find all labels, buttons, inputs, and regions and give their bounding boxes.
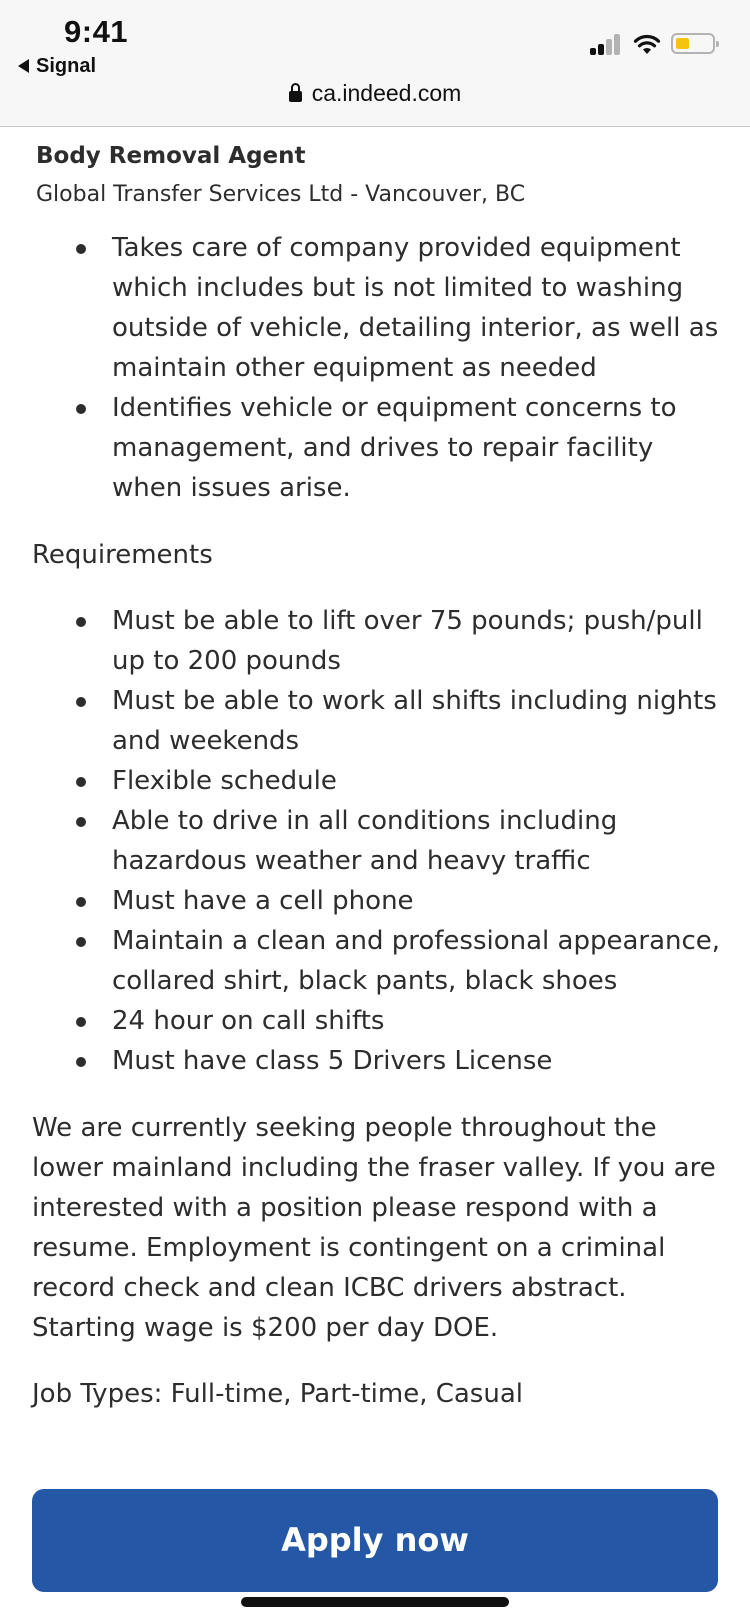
job-title: Body Removal Agent: [36, 143, 306, 169]
list-item: Maintain a clean and professional appearance, collared shirt, black pants, black shoes: [32, 921, 722, 1001]
list-item: Identifies vehicle or equipment concerns to management, and drives to repair facility when issues arise.: [32, 388, 722, 508]
list-item: Flexible schedule: [32, 761, 722, 801]
bullet-icon: [76, 1017, 86, 1027]
list-item: Able to drive in all conditions including hazardous weather and heavy traffic: [32, 801, 722, 881]
back-arrow-icon: [18, 59, 29, 73]
url-text: ca.indeed.com: [311, 80, 462, 106]
home-indicator[interactable]: [241, 1597, 509, 1607]
company-location: Global Transfer Services Ltd - Vancouver, BC: [36, 182, 526, 207]
status-time: 9:41: [64, 14, 129, 49]
address-bar[interactable]: [0, 80, 750, 107]
description-paragraph: We are currently seeking people throughout the lower mainland including the fraser valley. If you are interested with a position please respond with a resume. Employment is contingent on a criminal record check and clean ICBC drivers abstract. Starting wage is $200 per day DOE.: [32, 1113, 716, 1343]
lock-icon: [289, 91, 302, 102]
bullet-icon: [76, 1057, 86, 1067]
browser-top-bar: [0, 0, 750, 127]
bullet-icon: [76, 817, 86, 827]
list-item: Must be able to lift over 75 pounds; push/pull up to 200 pounds: [32, 601, 722, 681]
bullet-icon: [76, 244, 86, 254]
bullet-icon: [76, 617, 86, 627]
job-description: [32, 228, 722, 1440]
list-item: Must have a cell phone: [32, 881, 722, 921]
bullet-icon: [76, 697, 86, 707]
battery-level: [676, 38, 689, 49]
wifi-icon: [633, 33, 661, 55]
bullet-icon: [76, 897, 86, 907]
bullet-icon: [76, 777, 86, 787]
list-item: Must have class 5 Drivers License: [32, 1041, 722, 1081]
requirements-heading: Requirements: [32, 540, 213, 570]
bullet-icon: [76, 937, 86, 947]
job-types: Job Types: Full-time, Part-time, Casual: [32, 1379, 523, 1409]
back-to-app-link[interactable]: [18, 55, 96, 78]
back-app-label: Signal: [36, 55, 97, 77]
duties-list: [32, 228, 722, 508]
list-item: Takes care of company provided equipment which includes but is not limited to washing outside of vehicle, detailing interior, as well as maintain other equipment as needed: [32, 228, 722, 388]
requirements-list: [32, 601, 722, 1081]
list-item: 24 hour on call shifts: [32, 1001, 722, 1041]
apply-now-button[interactable]: Apply now: [32, 1489, 718, 1592]
cellular-signal-icon: [590, 33, 622, 55]
bullet-icon: [76, 404, 86, 414]
list-item: Must be able to work all shifts including nights and weekends: [32, 681, 722, 761]
battery-icon: [671, 33, 715, 54]
